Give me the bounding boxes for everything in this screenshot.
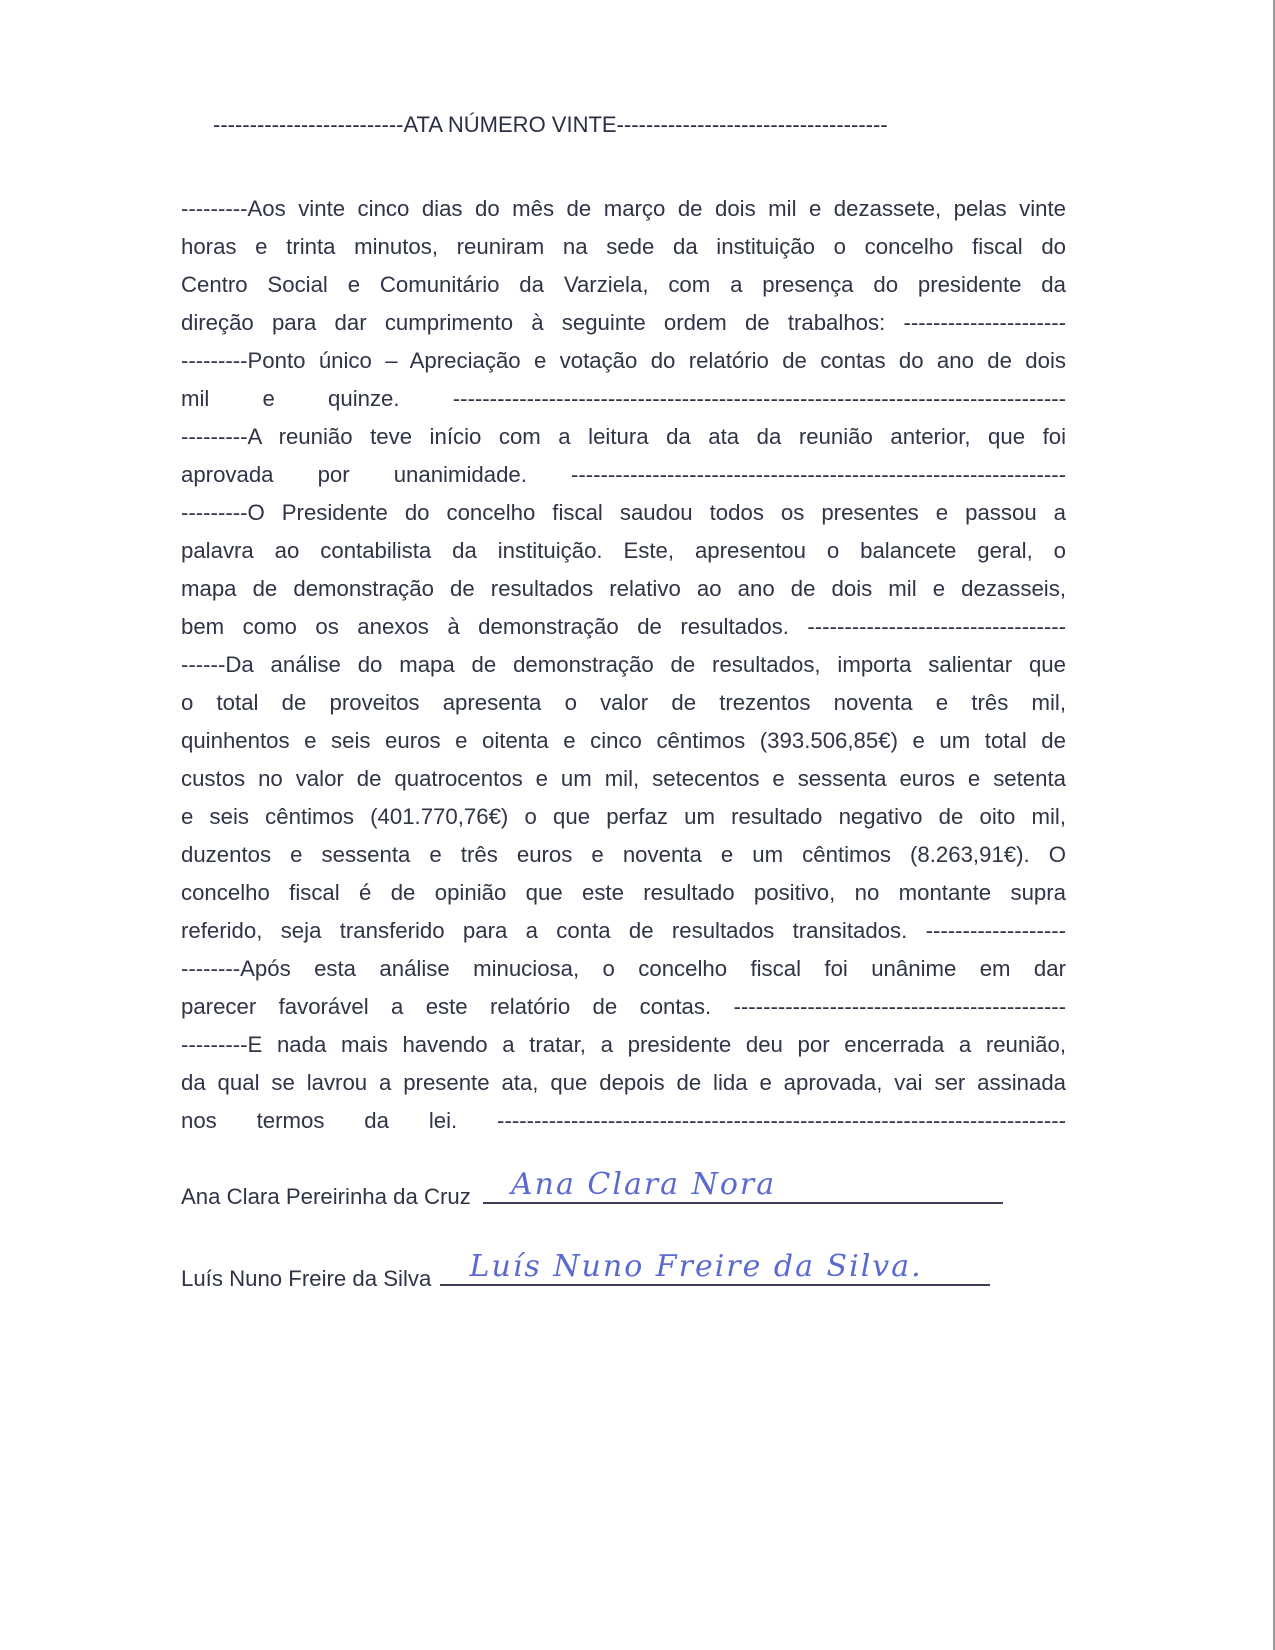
document-title: --------------------------ATA NÚMERO VINTE-------------------------------------	[213, 112, 888, 137]
body-line: o total de proveitos apresenta o valor de trezentos noventa e três mil,	[181, 690, 1066, 715]
body-line: mil e quinze. -----------------------------------------------------------------------------------	[181, 386, 1066, 411]
handwritten-signature: Luís Nuno Freire da Silva.	[469, 1249, 923, 1284]
document-body	[181, 190, 1066, 1140]
body-line: ---------E nada mais havendo a tratar, a presidente deu por encerrada a reunião,	[181, 1032, 1066, 1057]
body-line: referido, seja transferido para a conta de resultados transitados. -------------------	[181, 918, 1066, 943]
body-line: palavra ao contabilista da instituição. Este, apresentou o balancete geral, o	[181, 538, 1066, 563]
body-line: nos termos da lei. -----------------------------------------------------------------------------	[181, 1108, 1066, 1133]
body-line: ---------O Presidente do concelho fiscal saudou todos os presentes e passou a	[181, 500, 1066, 525]
body-line: concelho fiscal é de opinião que este resultado positivo, no montante supra	[181, 880, 1066, 905]
body-line: ------Da análise do mapa de demonstração de resultados, importa salientar que	[181, 652, 1066, 677]
body-line: e seis cêntimos (401.770,76€) o que perfaz um resultado negativo de oito mil,	[181, 804, 1066, 829]
body-line: ---------Aos vinte cinco dias do mês de março de dois mil e dezassete, pelas vinte	[181, 196, 1066, 221]
body-line: quinhentos e seis euros e oitenta e cinco cêntimos (393.506,85€) e um total de	[181, 728, 1066, 753]
body-line: horas e trinta minutos, reuniram na sede da instituição o concelho fiscal do	[181, 234, 1066, 259]
body-line: parecer favorável a este relatório de contas. ---------------------------------------------	[181, 994, 1066, 1019]
body-line: ---------Ponto único – Apreciação e votação do relatório de contas do ano de dois	[181, 348, 1066, 373]
body-line: mapa de demonstração de resultados relativo ao ano de dois mil e dezasseis,	[181, 576, 1066, 601]
body-line: custos no valor de quatrocentos e um mil, setecentos e sessenta euros e setenta	[181, 766, 1066, 791]
body-line: aprovada por unanimidade. -------------------------------------------------------------------	[181, 462, 1066, 487]
body-line: bem como os anexos à demonstração de resultados. -----------------------------------	[181, 614, 1066, 639]
signatory-name: Luís Nuno Freire da Silva	[181, 1266, 432, 1291]
body-line: direção para dar cumprimento à seguinte ordem de trabalhos: ----------------------	[181, 310, 1066, 335]
signature-row-2	[181, 1249, 990, 1292]
body-line: Centro Social e Comunitário da Varziela, com a presença do presidente da	[181, 272, 1066, 297]
handwritten-signature: Ana Clara Nora	[511, 1167, 777, 1202]
body-line: da qual se lavrou a presente ata, que depois de lida e aprovada, vai ser assinada	[181, 1070, 1066, 1095]
body-line: duzentos e sessenta e três euros e noventa e um cêntimos (8.263,91€). O	[181, 842, 1066, 867]
signatory-name: Ana Clara Pereirinha da Cruz	[181, 1184, 471, 1209]
signature-row-1	[181, 1167, 1003, 1210]
signature-line	[440, 1249, 990, 1286]
body-line: --------Após esta análise minuciosa, o concelho fiscal foi unânime em dar	[181, 956, 1066, 981]
body-line: ---------A reunião teve início com a leitura da ata da reunião anterior, que foi	[181, 424, 1066, 449]
signature-line	[483, 1167, 1003, 1204]
